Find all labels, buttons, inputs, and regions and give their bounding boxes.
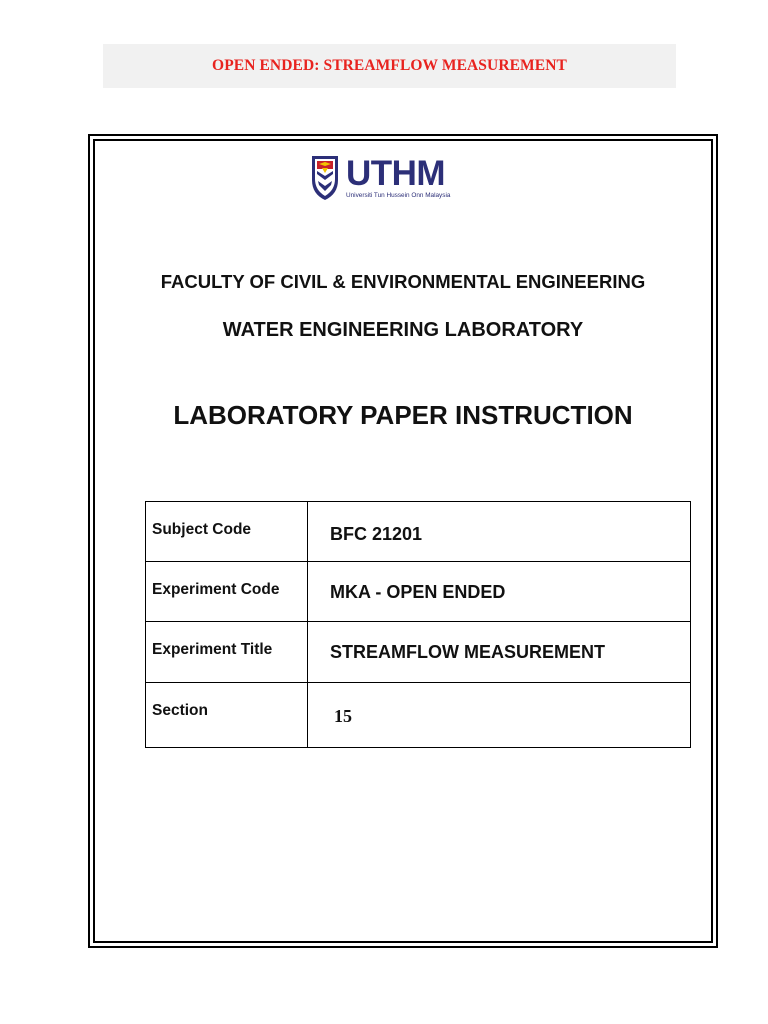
row-label: Section xyxy=(146,683,308,748)
table-row xyxy=(146,562,691,622)
row-label: Experiment Title xyxy=(146,622,308,683)
table-row xyxy=(146,622,691,683)
banner-title: OPEN ENDED: STREAMFLOW MEASUREMENT xyxy=(212,57,567,74)
uthm-logo xyxy=(310,152,472,204)
table-row xyxy=(146,683,691,748)
row-value: STREAMFLOW MEASUREMENT xyxy=(308,622,691,683)
row-label: Experiment Code xyxy=(146,562,308,622)
document-title: LABORATORY PAPER INSTRUCTION xyxy=(173,400,633,430)
row-label: Subject Code xyxy=(146,502,308,562)
table-row xyxy=(146,502,691,562)
document-banner xyxy=(103,44,676,88)
laboratory-heading: WATER ENGINEERING LABORATORY xyxy=(222,319,584,341)
row-value: 15 xyxy=(308,683,691,748)
logo-subtitle: Universiti Tun Hussein Onn Malaysia xyxy=(346,192,451,199)
logo-wordmark: UTHM xyxy=(346,154,446,193)
row-value: MKA - OPEN ENDED xyxy=(308,562,691,622)
faculty-heading: FACULTY OF CIVIL & ENVIRONMENTAL ENGINEERING xyxy=(160,271,646,292)
university-crest-icon xyxy=(310,154,340,202)
experiment-info-table xyxy=(145,501,691,748)
row-value: BFC 21201 xyxy=(308,502,691,562)
